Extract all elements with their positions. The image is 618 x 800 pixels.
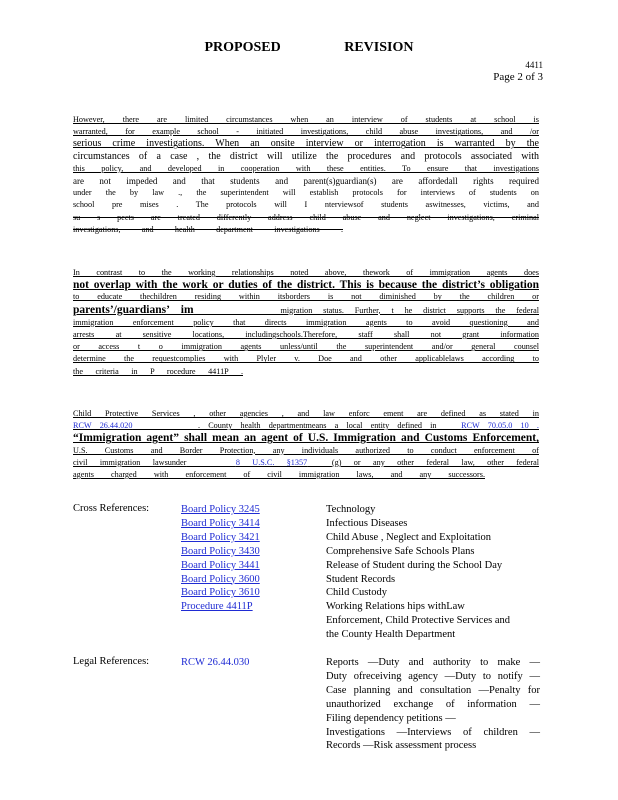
text-fragment: . County health departmentmeans a local entity defined in — [197, 421, 437, 431]
text-line — [73, 457, 539, 469]
legal-description-line: Reports —Duty and authority to make — — [326, 657, 540, 668]
rcw-link[interactable]: RCW 26.44.020 — [73, 421, 133, 431]
text-line: under the by law ., the superintendent will establish protocols for interviews of students on — [73, 188, 539, 198]
text-line: su s pects are treated differently address child abuse and neglect investigations, criminal — [73, 212, 539, 222]
legal-description-line: Investigations —Interviews of children — — [326, 726, 540, 738]
cross-references-titles — [326, 503, 540, 642]
text-line: “Immigration agent” shall mean an agent of U.S. Immigration and Customs Enforcement, — [73, 432, 539, 445]
usc-link[interactable]: 8 U.S.C. §1357 — [235, 457, 308, 467]
text-line: U.S. Customs and Border Protection, any individuals authorized to conduct enforcement of — [73, 445, 539, 455]
policy-link[interactable]: Board Policy 3610 — [181, 587, 260, 599]
title-word-proposed: PROPOSED — [204, 40, 281, 55]
document-title — [0, 40, 618, 56]
text-line: determine the requestcomplies with Plyler v. Doe and other applicablelaws according to — [73, 354, 539, 364]
paragraph-immigration — [73, 267, 539, 378]
text-line — [73, 304, 539, 317]
text-line: the criteria in P rocedure 4411P . — [73, 366, 243, 376]
reference-title: Child Abuse , Neglect and Exploitation — [326, 531, 492, 543]
cross-references-label: Cross References: — [73, 503, 150, 514]
paragraph-definitions — [73, 408, 539, 481]
reference-title: Enforcement, Child Protective Services and — [326, 615, 510, 627]
legal-description-line: unauthorized exchange of information — — [326, 698, 540, 710]
reference-title: Comprehensive Safe Schools Plans — [326, 545, 475, 557]
legal-description-line: Records —Risk assessment process — [326, 740, 477, 752]
legal-references-descriptions — [326, 656, 540, 753]
cross-references-links — [181, 503, 260, 614]
text-line: However, there are limited circumstances when an interview of students at school is — [73, 115, 539, 124]
text-line: arrests at sensitive locations, includingschools.Therefore, staff shall not grant information — [73, 330, 539, 340]
text-line: serious crime investigations. When an onsite interview or interrogation is warranted by the — [73, 138, 539, 150]
policy-link[interactable]: Board Policy 3421 — [181, 531, 260, 543]
text-line: this policy, and developed in cooperation with these entities. To ensure that investigations — [73, 163, 539, 173]
text-line: Child Protective Services , other agencies , and law enforc ement are defined as stated in — [73, 409, 539, 418]
text-fragment: (g) or any other federal law, other federal — [331, 457, 539, 467]
reference-title: Release of Student during the School Day — [326, 559, 503, 571]
legal-description-line: Filing dependency petitions — — [326, 712, 456, 724]
text-fragment: migration status. Further, t he district supports the federal — [280, 305, 539, 315]
text-line: to educate thechildren residing within itsborders is not diminished by the children or — [73, 292, 539, 302]
text-line: circumstances of a case , the district will utilize the procedures and protocols associated with — [73, 150, 539, 162]
text-line: school pre mises . The protocols will I nterviewsof students aswitnesses, victims, and — [73, 200, 539, 210]
text-line: In contrast to the working relationships noted above, thework of immigration agents does — [73, 268, 539, 277]
reference-title: Student Records — [326, 573, 396, 585]
text-fragment: parents’/guardians’ im — [73, 303, 194, 316]
text-line: are not impeded and that students and parent(s)guardian(s) are affordedall rights required — [73, 176, 539, 187]
text-line: warranted, for example school - initiated investigations, child abuse investigations, and /or — [73, 127, 539, 137]
text-line — [73, 420, 539, 432]
policy-number: 4411 — [525, 60, 543, 70]
policy-link[interactable]: Board Policy 3414 — [181, 517, 260, 529]
legal-description-line: Case planning and consultation —Penalty for — [326, 684, 540, 696]
policy-link[interactable]: Board Policy 3600 — [181, 573, 260, 585]
legal-references-rcw[interactable]: RCW 26.44.030 — [181, 657, 250, 668]
text-fragment: civil immigration lawsunder — [73, 457, 187, 467]
legal-description-line: Duty ofreceiving agency —Duty to notify — — [326, 670, 540, 682]
text-line: or access t o immigration agents unless/until the superintendent and/or general counsel — [73, 342, 539, 352]
paragraph-interviews — [73, 114, 539, 236]
reference-title: Child Custody — [326, 587, 387, 599]
rcw-link[interactable]: RCW 70.05.0 10 . — [461, 421, 539, 431]
title-word-revision: REVISION — [344, 40, 414, 55]
reference-title: Infectious Diseases — [326, 517, 408, 529]
reference-title: Working Relations hips withLaw — [326, 601, 465, 613]
reference-title: Technology — [326, 504, 376, 515]
policy-link[interactable]: Board Policy 3245 — [181, 504, 260, 515]
text-line: investigations, and health department investigations . — [73, 224, 343, 234]
reference-title: the County Health Department — [326, 629, 456, 641]
text-line: agents charged with enforcement of civil immigration laws, and any successors. — [73, 470, 485, 480]
text-line: immigration enforcement policy that directs immigration agents to avoid questioning and — [73, 317, 539, 327]
policy-link[interactable]: Board Policy 3441 — [181, 559, 260, 571]
legal-references-label: Legal References: — [73, 656, 150, 667]
text-line: not overlap with the work or duties of the district. This is because the district’s obligation — [73, 279, 539, 292]
page-number: Page 2 of 3 — [493, 71, 543, 83]
procedure-link[interactable]: Procedure 4411P — [181, 601, 253, 613]
policy-link[interactable]: Board Policy 3430 — [181, 545, 260, 557]
